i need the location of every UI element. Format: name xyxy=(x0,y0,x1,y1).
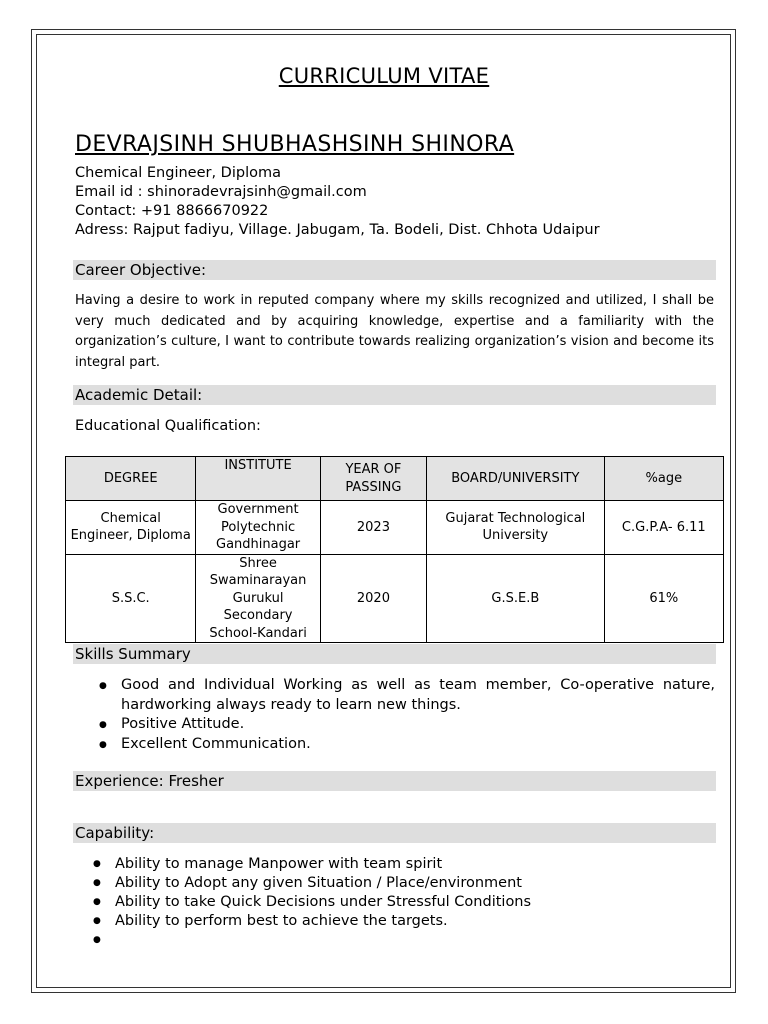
list-item: ● Ability to Adopt any given Situation / Place/environment xyxy=(115,874,715,893)
section-heading-academic: Academic Detail: xyxy=(75,386,203,404)
cell-board: Gujarat Technological University xyxy=(427,501,605,555)
document-title: CURRICULUM VITAE xyxy=(278,64,490,88)
table-header-row xyxy=(66,457,724,501)
qualification-table xyxy=(65,456,724,643)
cell-percentage: C.G.P.A- 6.11 xyxy=(604,501,723,555)
section-bar-academic xyxy=(73,385,716,405)
column-header-year: YEAR OF PASSING xyxy=(320,457,426,501)
cell-year: 2020 xyxy=(320,554,426,643)
list-item: ● Excellent Communication. xyxy=(121,735,715,755)
section-bar-experience xyxy=(73,771,716,791)
list-item: ● Good and Individual Working as well as team member, Co-operative nature, hardworking always ready to learn new things. xyxy=(121,676,715,715)
list-item: ● Ability to manage Manpower with team spirit xyxy=(115,855,715,874)
table-row xyxy=(66,554,724,643)
capability-list xyxy=(115,855,715,950)
section-bar-capability xyxy=(73,823,716,843)
section-bar-career xyxy=(73,260,716,280)
column-header-percentage: %age xyxy=(604,457,723,501)
candidate-email: Email id : shinoradevrajsinh@gmail.com xyxy=(75,184,367,200)
section-heading-capability: Capability: xyxy=(75,824,155,842)
list-item: ● Ability to perform best to achieve the targets. xyxy=(115,912,715,931)
cell-institute: Government Polytechnic Gandhinagar xyxy=(196,501,320,555)
candidate-address: Adress: Rajput fadiyu, Village. Jabugam, Ta. Bodeli, Dist. Chhota Udaipur xyxy=(75,222,600,238)
section-heading-experience: Experience: Fresher xyxy=(75,772,224,790)
candidate-name: DEVRAJSINH SHUBHASHSINH SHINORA xyxy=(75,132,515,157)
list-item: ● Ability to take Quick Decisions under Stressful Conditions xyxy=(115,893,715,912)
skills-list xyxy=(121,676,715,754)
cell-year: 2023 xyxy=(320,501,426,555)
table-row xyxy=(66,501,724,555)
candidate-contact: Contact: +91 8866670922 xyxy=(75,203,269,219)
cell-board: G.S.E.B xyxy=(427,554,605,643)
section-heading-career: Career Objective: xyxy=(75,261,207,279)
cell-degree: S.S.C. xyxy=(66,554,196,643)
candidate-role: Chemical Engineer, Diploma xyxy=(75,165,281,181)
list-item-empty xyxy=(115,931,715,950)
column-header-degree: DEGREE xyxy=(66,457,196,501)
section-bar-skills xyxy=(73,644,716,664)
cell-degree: Chemical Engineer, Diploma xyxy=(66,501,196,555)
career-objective-text: Having a desire to work in reputed company where my skills recognized and utilized, I shall be very much dedicated and by acquiring knowledge, expertise and a familiarity with the organization’s culture, I want to contribute towards realizing organization’s vision and become its integral part. xyxy=(75,293,714,370)
column-header-institute: INSTITUTE xyxy=(196,457,320,501)
cell-institute: Shree Swaminarayan Gurukul Secondary School-Kandari xyxy=(196,554,320,643)
cell-percentage: 61% xyxy=(604,554,723,643)
column-header-board: BOARD/UNIVERSITY xyxy=(427,457,605,501)
section-heading-skills: Skills Summary xyxy=(75,645,191,663)
educational-qualification-label: Educational Qualification: xyxy=(75,418,261,434)
list-item: ● Positive Attitude. xyxy=(121,715,715,735)
